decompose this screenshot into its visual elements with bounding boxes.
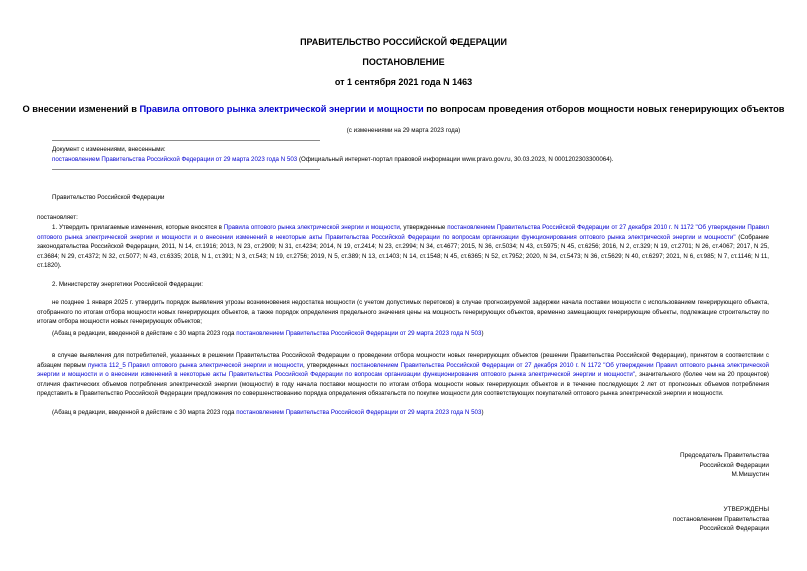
title-suffix: по вопросам проведения отборов мощности новых генерирующих объектов <box>423 104 785 114</box>
edit-note-1 <box>52 329 484 339</box>
top-rule <box>52 140 320 141</box>
changes-tail: (Официальный интернет-портал правовой информации www.pravo.gov.ru, 30.03.2023, N 0001202303300064). <box>297 155 614 163</box>
paragraph-b-text: , значительного (более чем на 20 процентов) отличия фактических объемов потребления электрической энергии (мощности) в году начала поставки мощности по итогам отбора мощности новых генерирующих объектов и в течение последующих 2 лет от прогнозных объемов потребления представить в Правительство Российской Федерации предложения по совершенствованию порядка определения обязательств по покупке мощности для соответствующих покупателей оптового рынка электрической энергии и мощности. <box>37 371 769 398</box>
doc-type-heading: ПОСТАНОВЛЕНИЕ <box>362 57 445 67</box>
issuer-line: Правительство Российской Федерации <box>52 194 165 201</box>
edit-note-1-decree-link[interactable]: постановлением Правительства Российской Федерации от 29 марта 2023 года N 503 <box>236 330 482 337</box>
signature-block <box>680 451 769 480</box>
title-prefix: О внесении изменений в <box>22 104 140 114</box>
item-1-decree-1172-link[interactable]: постановлением Правительства Российской Федерации от 27 декабря 2010 г. N 1172 "Об утверждении Правил оптового рынка электрической энергии и мощности и о внесении изменений в некоторые акты Правительства Российской Федерации по вопросам организации функционирования оптового рынка электрической энергии и мощности" <box>37 224 770 241</box>
changes-decree-link[interactable]: постановлением Правительства Российской Федерации от 29 марта 2023 года N 503 <box>52 155 298 163</box>
paragraph-b-text: , утвержденных <box>302 361 351 369</box>
amended-note: (с изменениями на 29 марта 2023 года) <box>346 127 461 134</box>
signature-name: М.Мишустин <box>731 471 769 479</box>
edit-note-1-text: (Абзац в редакции, введенной в действие с 30 марта 2023 года <box>52 330 237 337</box>
paragraph-b-point-link[interactable]: пункта 112_5 Правил оптового рынка электрической энергии и мощности <box>87 361 303 369</box>
resolves-line: постановляет: <box>37 214 78 221</box>
item-2-line: 2. Министерству энергетики Российской Федерации: <box>52 281 203 288</box>
title-rules-link[interactable]: Правила оптового рынка электрической энергии и мощности <box>139 104 424 114</box>
approved-country: Российской Федерации <box>699 525 769 533</box>
signature-title: Председатель Правительства <box>680 452 769 459</box>
edit-note-2-decree-link[interactable]: постановлением Правительства Российской Федерации от 29 марта 2023 года N 503 <box>236 409 482 416</box>
changes-block <box>52 145 772 164</box>
item-1-paragraph <box>37 223 769 271</box>
item-1-rules-link[interactable]: Правила оптового рынка электрической энергии и мощности <box>223 224 400 231</box>
approved-label: УТВЕРЖДЕНЫ <box>723 506 769 513</box>
bottom-rule <box>52 169 320 170</box>
paragraph-b-decree-1172-link[interactable]: постановлением Правительства Российской Федерации от 27 декабря 2010 г. N 1172 "Об утверждении Правил оптового рынка электрической энергии и мощности и о внесении изменений в некоторые акты Правительства Российской Федерации по вопросам организации функционирования оптового рынка электрической энергии и мощности" <box>37 361 769 379</box>
item-1-text: 1. Утвердить прилагаемые изменения, которые вносятся в <box>52 224 224 231</box>
document-title <box>0 104 807 114</box>
approved-by: постановлением Правительства <box>673 515 769 523</box>
changes-line <box>52 155 772 165</box>
date-number-heading: от 1 сентября 2021 года N 1463 <box>334 77 473 87</box>
changes-label: Документ с изменениями, внесенными: <box>52 146 166 153</box>
edit-note-2-text: (Абзац в редакции, введенной в действие с 30 марта 2023 года <box>52 409 237 416</box>
signature-country: Российской Федерации <box>699 461 769 469</box>
item-1-text: , утвержденные <box>399 224 448 231</box>
approved-block <box>673 505 769 534</box>
paragraph-b-text: в случае выявления для потребителей, указанных в решении Правительства Российской Федерации о проведении отбора мощности новых генерирующих объектов (решении Правительства Российской Федерации), принятом в соответствии с абзацем первым <box>37 352 769 369</box>
paragraph-b <box>37 351 769 399</box>
edit-note-1-end: ) <box>481 330 484 337</box>
edit-note-2-end: ) <box>481 409 484 416</box>
item-1-text: (Собрание законодательства Российской Федерации, 2011, N 14, ст.1916; 2013, N 23, ст.2909; N 31, ст.4234; 2014, N 19, ст.2414; N 23, ст.2994; N 34, ст.4677; 2015, N 36, ст.5034; N 43, ст.5975; N 45, ст.6256; 2016, N 2, ст.329; N 19, ст.2701; N 26, ст.4067; 2017, N 25, ст.3684; N 29, ст.4372; N 32, ст.5077; N 43, ст.6335; 2018, N 1, ст.391; N 3, ст.543; N 19, ст.2756; 2019, N 5, ст.389; N 13, ст.1403; N 14, ст.1548; N 45, ст.6365; N 52, ст.7952; 2020, N 34, ст.5473; N 36, ст.5629; N 40, ст.6297; 2021, N 6, ст.985; N 7, ст.1146; N 11, ст.1820). <box>37 233 769 270</box>
paragraph-a: не позднее 1 января 2025 г. утвердить порядок выявления угрозы возникновения недостатка мощности (с учетом допустимых перетоков) в случае прогнозируемой задержки начала поставки мощности с использованием генерирующего объекта, отобранного по итогам отбора мощности новых генерирующих объектов, а также порядок определения предельного значения цены на мощность генерирующих объектов, временно замещающих генерирующие объекты, подлежащие строительству по итогам отбора мощности новых генерирующих объектов; <box>37 299 769 326</box>
edit-note-2 <box>52 408 484 418</box>
government-heading: ПРАВИТЕЛЬСТВО РОССИЙСКОЙ ФЕДЕРАЦИИ <box>300 37 507 47</box>
